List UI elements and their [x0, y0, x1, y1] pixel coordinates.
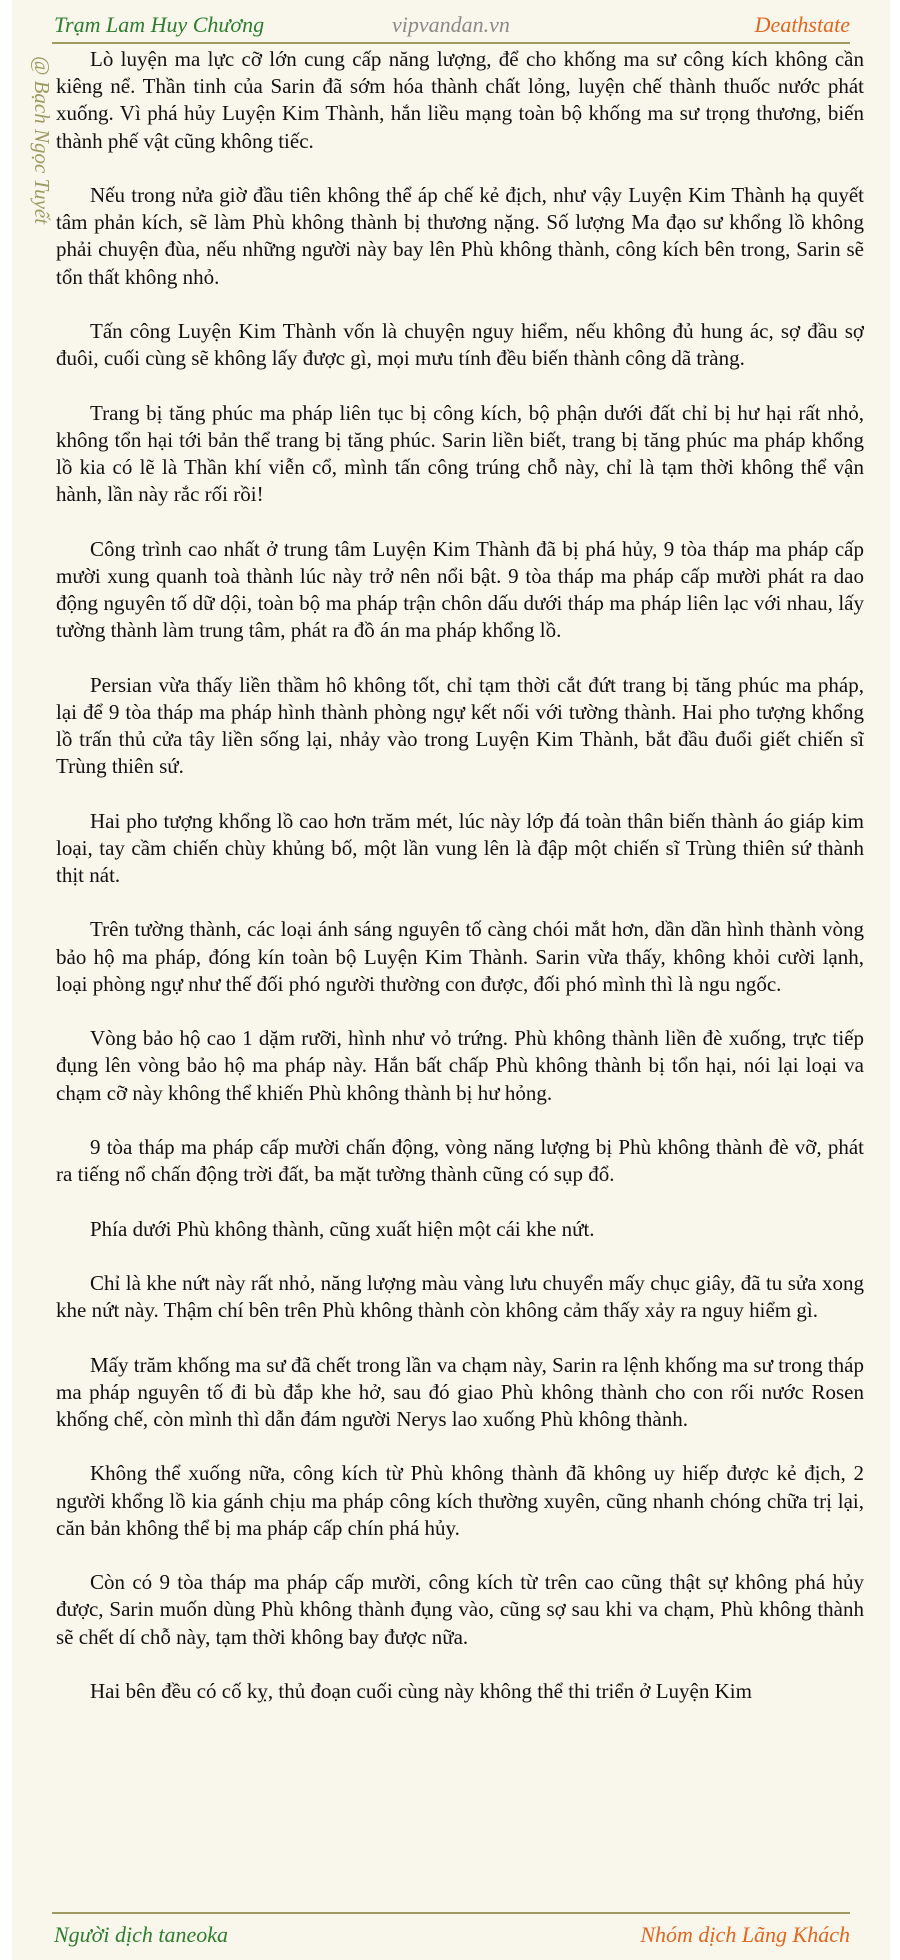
footer-group: Nhóm dịch Lãng Khách: [640, 1922, 850, 1947]
paragraph: Vòng bảo hộ cao 1 dặm rưỡi, hình như vỏ trứng. Phù không thành liền đè xuống, trực tiếp đụng lên vòng bảo hộ ma pháp này. Hắn bất chấp Phù không thành bị tổn hại, nói lại loại va chạm cỡ này không thể khiến Phù không thành bị hư hỏng.: [56, 1026, 864, 1105]
paragraph: 9 tòa tháp ma pháp cấp mười chấn động, vòng năng lượng bị Phù không thành đè vỡ, phát ra tiếng nổ chấn động trời đất, ba mặt tường thành cũng có sụp đổ.: [56, 1134, 864, 1187]
side-watermark: [28, 56, 54, 316]
paragraph: Không thể xuống nữa, công kích từ Phù không thành đã không uy hiếp được kẻ địch, 2 người khổng lồ kia gánh chịu ma pháp công kích thường xuyên, cũng nhanh chóng chữa trị lại, căn bản không thể bị ma pháp cấp chín phá hủy.: [56, 1461, 864, 1540]
paragraph: Lò luyện ma lực cỡ lớn cung cấp năng lượng, để cho khống ma sư công kích không cần kiêng nể. Thần tinh của Sarin đã sớm hóa thành chất lỏng, luyện chế thành thuốc nước phát xuống. Vì phá hủy Luyện Kim Thành, hắn liều mạng toàn bộ khống ma sư trọng thương, biến thành phế vật cũng không tiếc.: [56, 47, 864, 153]
paragraph: Còn có 9 tòa tháp ma pháp cấp mười, công kích từ trên cao cũng thật sự không phá hủy được, Sarin muốn dùng Phù không thành đụng vào, cũng sợ sau khi va chạm, Phù không thành sẽ chết dí chỗ này, tạm thời không bay được nữa.: [56, 1570, 864, 1649]
paragraph: Chỉ là khe nứt này rất nhỏ, năng lượng màu vàng lưu chuyển mấy chục giây, đã tu sửa xong khe nứt này. Thậm chí bên trên Phù không thành còn không cảm thấy xảy ra nguy hiểm gì.: [56, 1270, 864, 1323]
paragraph: Tấn công Luyện Kim Thành vốn là chuyện nguy hiểm, nếu không đủ hung ác, sợ đầu sợ đuôi, cuối cùng sẽ không lấy được gì, mọi mưu tính đều biến thành công dã tràng.: [56, 319, 864, 371]
page-header: [12, 6, 890, 42]
footer-translator: Người dịch taneoka: [54, 1922, 229, 1947]
header-divider: [52, 42, 850, 44]
paragraph: Trên tường thành, các loại ánh sáng nguyên tố càng chói mắt hơn, dần dần hình thành vòng bảo hộ ma pháp, đóng kín toàn bộ Luyện Kim Thành. Sarin vừa thấy, không khỏi cười lạnh, loại phòng ngự như thế đối phó người thường con được, đối phó mình thì là ngu ngốc.: [56, 917, 864, 996]
paragraph: Trang bị tăng phúc ma pháp liên tục bị công kích, bộ phận dưới đất chỉ bị hư hại rất nhỏ, không tổn hại tới bản thể trang bị tăng phúc. Sarin liền biết, trang bị tăng phúc ma pháp khổng lồ kia có lẽ là Thần khí viễn cổ, mình tấn công trúng chỗ này, chỉ là tạm thời không thể vận hành, lần này rắc rối rồi!: [56, 400, 864, 507]
paragraph: Nếu trong nửa giờ đầu tiên không thể áp chế kẻ địch, như vậy Luyện Kim Thành hạ quyết tâm phản kích, sẽ làm Phù không thành bị thương nặng. Số lượng Ma đạo sư khổng lồ không phải chuyện đùa, nếu những người này bay lên Phù không thành, công kích bên trong, Sarin sẽ tổn thất không nhỏ.: [56, 183, 864, 289]
paragraph: Hai bên đều có cố kỵ, thủ đoạn cuối cùng này không thể thi triển ở Luyện Kim: [90, 1678, 752, 1703]
paragraph: Phía dưới Phù không thành, cũng xuất hiện một cái khe nứt.: [90, 1216, 595, 1241]
paragraph: Persian vừa thấy liền thầm hô không tốt, chỉ tạm thời cắt đứt trang bị tăng phúc ma pháp, lại để 9 tòa tháp ma pháp hình thành phòng ngự kết nối với tường thành. Hai pho tượng khổng lồ trấn thủ cửa tây liền sống lại, nhảy vào trong Luyện Kim Thành, bắt đầu đuổi giết chiến sĩ Trùng thiên sứ.: [56, 672, 864, 779]
side-watermark-text: @ Bạch Ngọc Tuyết: [30, 56, 54, 225]
page-footer: [12, 1916, 890, 1952]
chapter-body: [56, 46, 864, 1908]
paragraph: Công trình cao nhất ở trung tâm Luyện Kim Thành đã bị phá hủy, 9 tòa tháp ma pháp cấp mười xung quanh toà thành lúc này trở nên nổi bật. 9 tòa tháp ma pháp cấp mười phát ra dao động nguyên tố dữ dội, toàn bộ ma pháp trận chôn dấu dưới tháp ma pháp liên lạc với nhau, lấy tường thành làm trung tâm, phát ra đồ án ma pháp khổng lồ.: [56, 536, 864, 643]
paragraph: Hai pho tượng khổng lồ cao hơn trăm mét, lúc này lớp đá toàn thân biến thành áo giáp kim loại, tay cầm chiến chùy khủng bố, một lần vung lên là đập một chiến sĩ Trùng thiên sứ thành thịt nát.: [56, 808, 864, 887]
header-book-title: Deathstate: [754, 12, 850, 37]
footer-divider: [52, 1912, 850, 1914]
paragraph: Mấy trăm khống ma sư đã chết trong lần va chạm này, Sarin ra lệnh khống ma sư trong tháp ma pháp nguyên tố đi bù đắp khe hở, sau đó giao Phù không thành cho con rối nước Rosen khống chế, còn mình thì dẫn đám người Nerys lao xuống Phù không thành.: [56, 1352, 864, 1431]
header-site-title: Trạm Lam Huy Chương: [54, 12, 265, 37]
header-url: vipvandan.vn: [392, 12, 510, 37]
book-page: [12, 0, 890, 1960]
